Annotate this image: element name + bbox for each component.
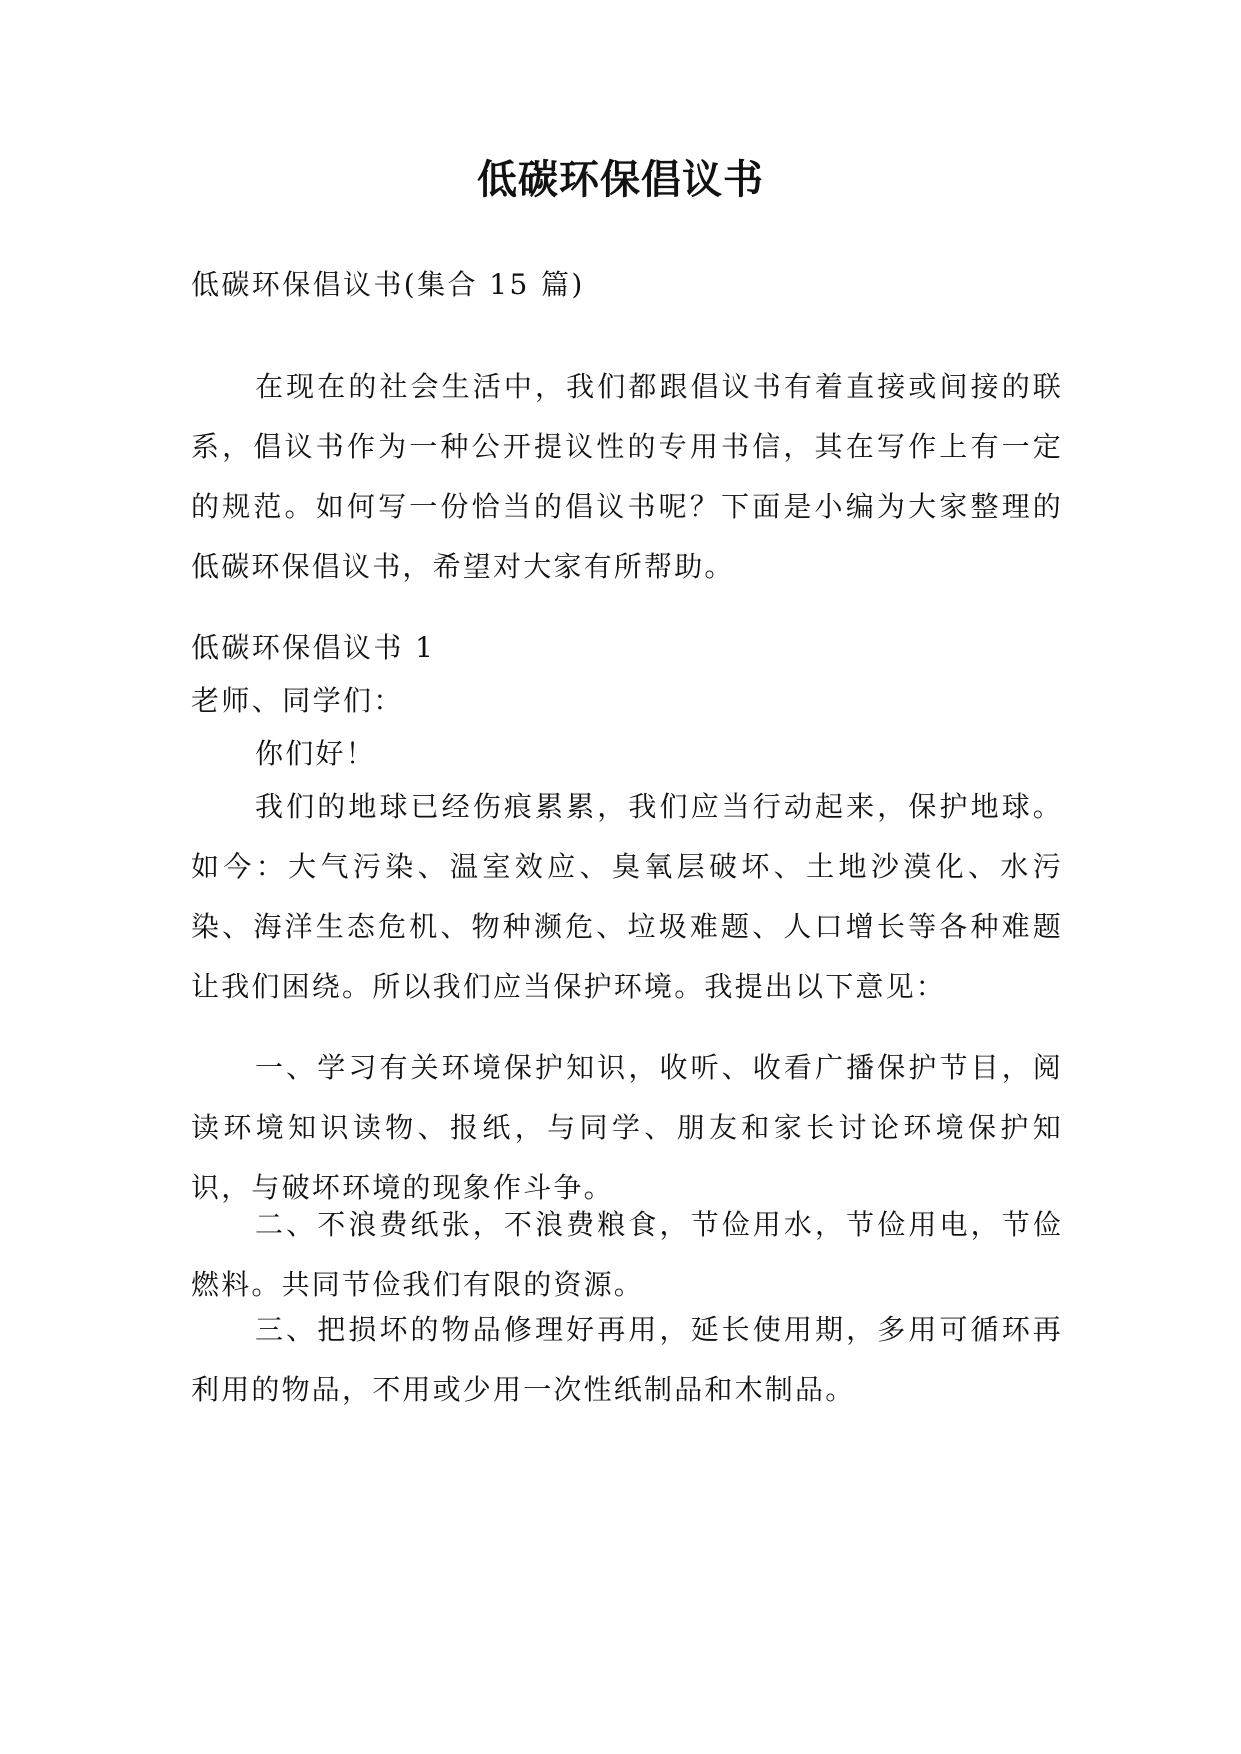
list-item-3: 三、把损坏的物品修理好再用，延长使用期，多用可循环再利用的物品，不用或少用一次性纸制品和木制品。	[191, 1313, 1063, 1406]
body-paragraph-1: 我们的地球已经伤痕累累，我们应当行动起来，保护地球。如今：大气污染、温室效应、臭氧层破坏、土地沙漠化、水污染、海洋生态危机、物种濒危、垃圾难题、人口增长等各种难题让我们困绕。所以我们应当保护环境。我提出以下意见：	[191, 790, 1063, 1003]
salutation: 老师、同学们：	[191, 684, 404, 717]
section-heading: 低碳环保倡议书 1	[191, 631, 436, 664]
greeting: 你们好！	[255, 737, 376, 770]
list-item-1: 一、学习有关环境保护知识，收听、收看广播保护节目，阅读环境知识读物、报纸，与同学、朋友和家长讨论环境保护知识，与破坏环境的现象作斗争。	[191, 1051, 1063, 1204]
document-subtitle: 低碳环保倡议书(集合 15 篇)	[191, 268, 585, 301]
document-title: 低碳环保倡议书	[477, 157, 764, 203]
list-item-2: 二、不浪费纸张，不浪费粮食，节俭用水，节俭用电，节俭燃料。共同节俭我们有限的资源。	[191, 1208, 1063, 1301]
intro-paragraph: 在现在的社会生活中，我们都跟倡议书有着直接或间接的联系，倡议书作为一种公开提议性的专用书信，其在写作上有一定的规范。如何写一份恰当的倡议书呢？下面是小编为大家整理的低碳环保倡议书，希望对大家有所帮助。	[191, 370, 1063, 583]
